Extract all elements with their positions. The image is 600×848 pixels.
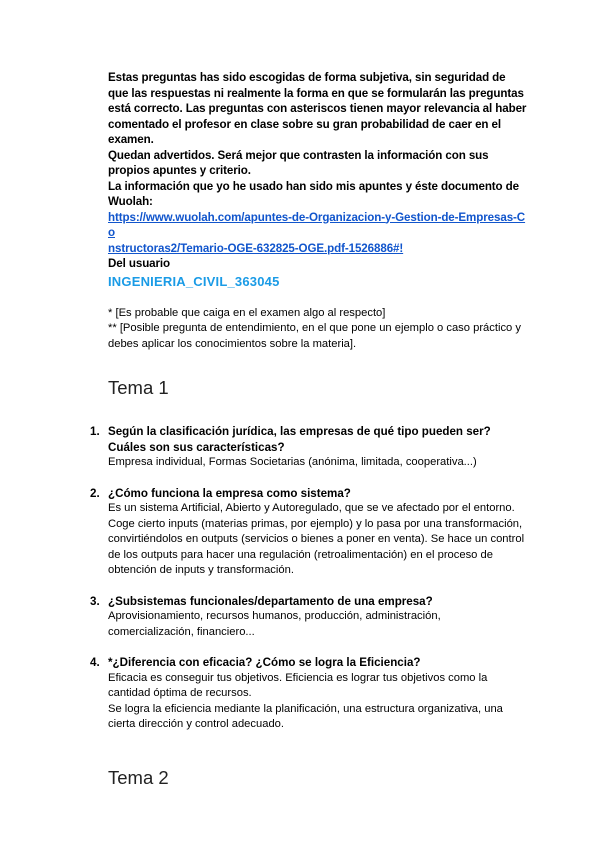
disclaimer-paragraph: Estas preguntas has sido escogidas de forma subjetiva, sin seguridad de que las respuestas ni realmente la forma en que se formularán las preguntas está correcto. Las preguntas con asteriscos tienen mayor relevancia al haber comentado el profesor en clase sobre su gran probabilidad de caer en el examen. — [108, 71, 527, 146]
question-item — [90, 486, 528, 579]
question-list — [90, 424, 528, 733]
note-double-asterisk: ** [Posible pregunta de entendimiento, en el que pone un ejemplo o caso práctico y debes aplicar los conocimientos sobre la materia]. — [108, 322, 521, 350]
question-title: Según la clasificación jurídica, las empresas de qué tipo pueden ser? Cuáles son sus características? — [108, 425, 491, 454]
note-single-asterisk: * [Es probable que caiga en el examen algo al respecto] — [108, 306, 386, 319]
section-heading-tema-1: Tema 1 — [108, 377, 169, 398]
link-line-2: nstructoras2/Temario-OGE-632825-OGE.pdf-1526886#! — [108, 241, 404, 255]
section-heading-tema-2: Tema 2 — [108, 766, 169, 788]
question-item — [90, 655, 528, 733]
question-title: ¿Cómo funciona la empresa como sistema? — [108, 486, 351, 500]
intro-block — [108, 70, 528, 290]
link-line-1: https://www.wuolah.com/apuntes-de-Organizacion-y-Gestion-de-Empresas-Co — [108, 210, 526, 239]
question-item — [90, 594, 528, 641]
question-number: 1. — [90, 425, 100, 438]
question-answer: Eficacia es conseguir tus objetivos. Eficiencia es lograr tus objetivos como la cantidad óptima de recursos. — [108, 671, 488, 699]
question-answer: Aprovisionamiento, recursos humanos, producción, administración, comercialización, financiero... — [108, 610, 441, 638]
question-answer-continued: Se logra la eficiencia mediante la planificación, una estructura organizativa, una cierta dirección y control adecuado. — [108, 702, 503, 730]
user-label: Del usuario — [108, 257, 171, 270]
question-answer: Empresa individual, Formas Societarias (anónima, limitada, cooperativa...) — [108, 456, 477, 468]
wuolah-link[interactable] — [108, 210, 528, 257]
question-answer: Es un sistema Artificial, Abierto y Autoregulado, que se ve afectado por el entorno. Coge cierto inputs (materias primas, por ejemplo) y lo pasa por una transformación, convirtiéndolos en outputs (servicios o bienes a poner en venta). Se hace un control de los outputs para hacer una regulación (retroalimentación) en el proceso de obtención de inputs y transformación. — [108, 502, 525, 576]
question-title: *¿Diferencia con eficacia? ¿Cómo se logra la Eficiencia? — [108, 656, 421, 669]
question-title: ¿Subsistemas funcionales/departamento de una empresa? — [108, 594, 433, 608]
question-item — [90, 424, 528, 471]
document-page — [90, 70, 528, 790]
question-number: 4. — [90, 656, 100, 669]
username: INGENIERIA_CIVIL_363045 — [108, 273, 280, 289]
warning-paragraph: Quedan advertidos. Será mejor que contrasten la información con sus propios apuntes y criterio. — [108, 148, 489, 177]
question-number: 2. — [90, 486, 100, 500]
notes-block — [108, 306, 528, 353]
sources-paragraph: La información que yo he usado han sido mis apuntes y éste documento de Wuolah: — [108, 179, 519, 208]
question-number: 3. — [90, 594, 100, 608]
